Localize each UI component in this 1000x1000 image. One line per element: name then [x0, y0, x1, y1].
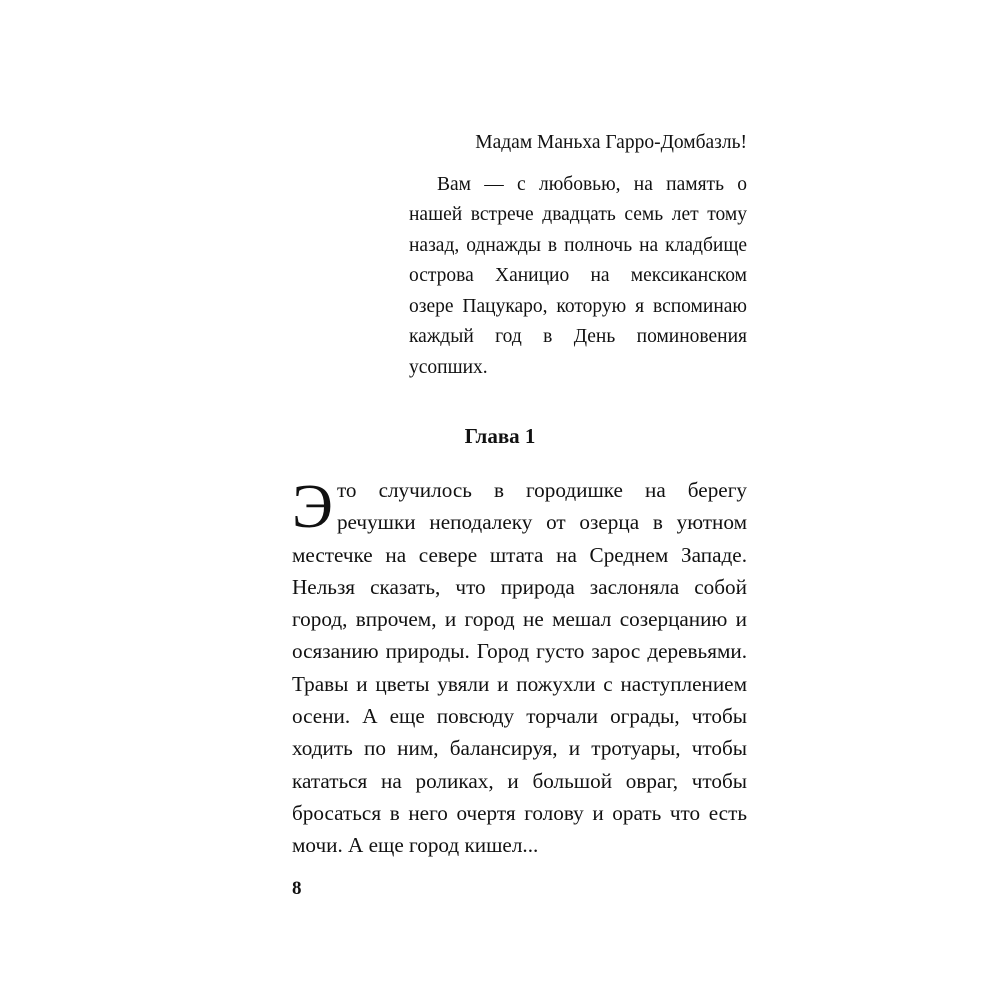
chapter-body	[292, 474, 747, 862]
chapter-paragraph	[292, 474, 747, 862]
epigraph-dedication: Вам — с любовью, на память о нашей встрече двадцать семь лет тому назад, однажды в полночь на кладбище острова Ханицио на мексиканском озере Пацукаро, которую я вспоминаю каждый год в День поминовения усопших.	[409, 173, 747, 378]
epigraph-addressee: Мадам Маньха Гарро-Домбазль!	[475, 132, 747, 153]
chapter-text: то случилось в городишке на берегу речушки неподалеку от озерца в уютном местечке на севере штата на Среднем Западе. Нельзя сказать, что природа заслоняла собой город, впрочем, и город не мешал созерцанию и осязанию природы. Город густо зарос деревьями. Травы и цветы увяли и пожухли с наступлением осени. А еще повсюду торчали ограды, чтобы ходить по ним, балансируя, и тротуары, чтобы кататься на роликах, и большой овраг, чтобы бросаться в него очертя голову и орать что есть мочи. А еще город кишел...	[292, 478, 747, 858]
chapter-title: Глава 1	[464, 424, 536, 448]
drop-cap: Э	[292, 473, 333, 541]
page-number: 8	[292, 878, 302, 899]
epigraph	[409, 128, 747, 383]
